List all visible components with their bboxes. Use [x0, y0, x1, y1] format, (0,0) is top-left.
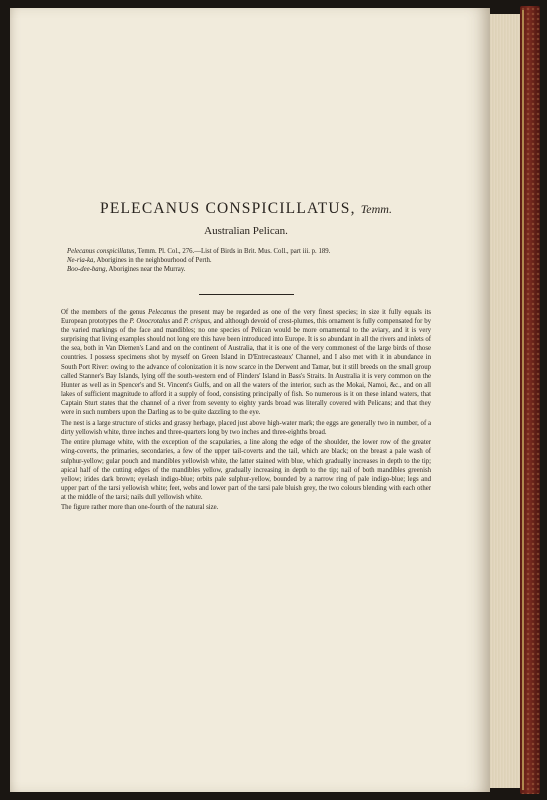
synonym-line: Pelecanus conspicillatus, Temm. Pl. Col., 276.—List of Birds in Brit. Mus. Coll., part iii. p. 189. — [67, 248, 331, 255]
paragraph-distribution: Of the members of the genus Pelecanus the present may be regarded as one of the very finest species; in size it fully equals its European prototypes the P. Onocrotalus and P. crispus, and although devoid of crest-plumes, this ornament is fully compensated for by the varied markings of the face and mandibles; no one species of Pelican would be more ornamental to the aviary, and it is very surprising that living examples should not long ere this have been introduced into Europe. It is so abundant in all the rivers and inlets of the sea, both in Van Diemen's Land and on the continent of Australia, that it is one of the very commonest of the large birds of those countries. I possess specimens shot by myself on Green Island in D'Entrecasteaux' Channel, and I also met with it in abundance in South Port River: owing to the advance of colonization it is now scarce in the Derwent and Tamar, but it still breeds on the small group called Stanner's Bay Islands, lying off the south-western end of Flinders' Island in Bass's Straits. In Australia it is very common on the Hunter as well as in Spencer's and St. Vincent's Gulfs, and on all the waters of the interior, such as the Mokai, Namoi, &c., and on all lakes of sufficient magnitude to afford it a supply of food, consisting principally of fish. So numerous is it on these inland waters, that Captain Sturt states that the channel of a river from seventy to eighty yards broad was literally covered with Pelicans; and that they were in such numbers upon the Darling as to be quite dazzling to the eye. — [61, 309, 432, 417]
species-common-name: Australian Pelican. — [204, 225, 288, 237]
species-scientific-name: PELECANUS CONSPICILLATUS, — [100, 200, 356, 217]
paragraph-nest: The nest is a large structure of sticks and grassy herbage, placed just above high-water mark; the eggs are generally two in number, of a dirty yellowish white, three inches and three-quarters long by two inches and three-eighths broad. — [61, 419, 431, 436]
paragraph-plumage: The entire plumage white, with the exception of the scapularies, a line along the edge of the shoulder, the lower row of the greater wing-coverts, the primaries, secondaries, a few of the upper tail-coverts and the tail, which are black; on the breast a pale wash of sulphur-yellow; gular pouch and mandibles yellowish white, the latter stained with blue, which gradually increases in depth to the tip; apical half of the cutting edges of the mandibles yellow, gradually increasing in depth to the tip; nail of both mandibles greenish yellow; irides dark brown; eyelash indigo-blue; orbits pale sulphur-yellow, bounded by a narrow ring of pale indigo-blue; legs and upper part of the tarsi yellowish white; feet, webs and lower part of the tarsi pale bluish grey, the two colours blending with each other at the middle of the tarsi; nails dull yellowish white. — [61, 439, 431, 501]
species-author: Temm. — [360, 202, 392, 216]
synonym-line: Ne-ria-ka, Aborigines in the neighbourhood of Perth. — [67, 257, 212, 264]
species-description — [61, 308, 431, 513]
synonym-line: Boo-dee-bang, Aborigines near the Murray. — [67, 266, 186, 273]
page-content — [61, 200, 431, 514]
cover-gilt-line — [522, 10, 524, 790]
section-divider — [199, 294, 294, 295]
synonym-list — [61, 247, 431, 274]
paragraph-figure-note: The figure rather more than one-fourth of the natural size. — [61, 504, 219, 512]
species-title — [61, 200, 431, 218]
